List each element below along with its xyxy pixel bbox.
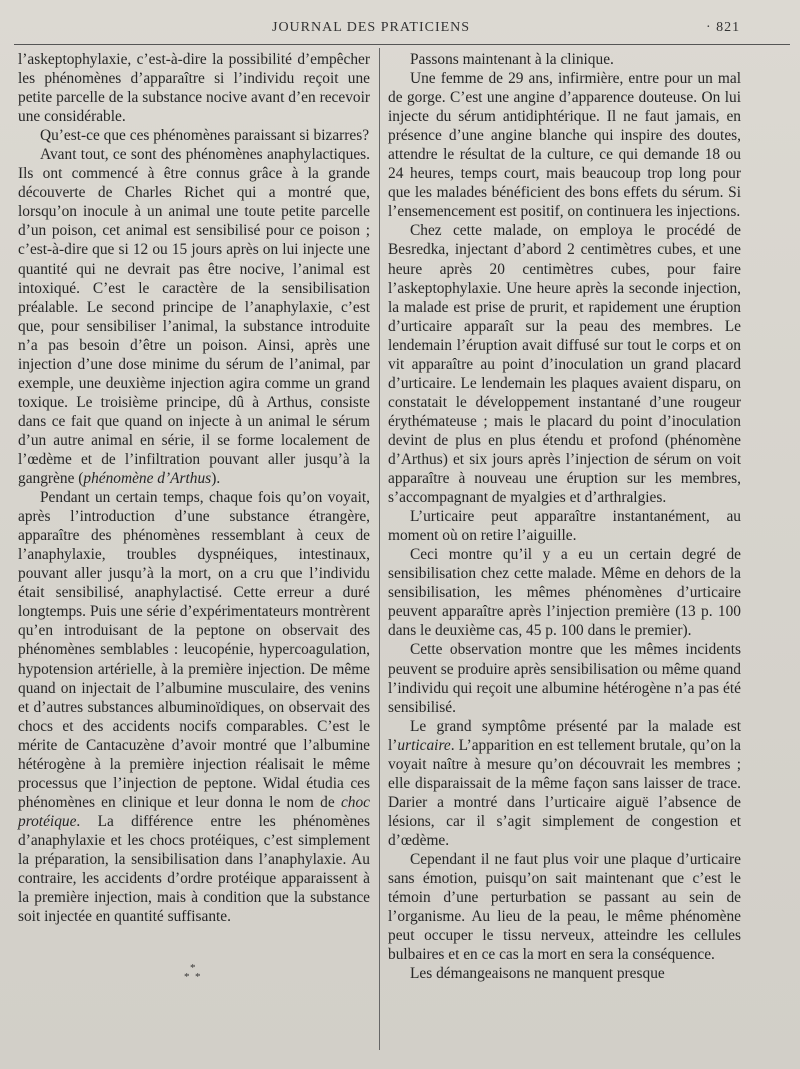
running-header xyxy=(0,18,800,42)
asterism-star: * xyxy=(184,971,190,983)
paragraph: Cette observation montre que les mêmes incidents peuvent se produire après sensibilisation ou même quand l’individu qui reçoit une albumine hétérogène n’a pas été sensibilisé. xyxy=(388,641,741,716)
header-rule xyxy=(14,44,790,45)
emphasis-text: urticaire xyxy=(397,736,451,754)
section-asterism xyxy=(183,962,205,986)
paragraph: l’askeptophylaxie, c’est-à-dire la possibilité d’empêcher les phénomènes d’apparaître si l’individu reçoit une petite parcelle de la substance nocive avant d’en recevoir une considérable. xyxy=(18,51,370,126)
paragraph-text: . L’apparition en est tellement brutale, qu’on la voyait naître à mesure qu’on découvrait les membres ; elle disparaissait de la même façon sans laisser de trace. Darier a montré dans l’urticaire aiguë l’absence de lésions, car il s’agit simplement de congestion et d’œdème. xyxy=(388,736,741,849)
paragraph-text: Pendant un certain temps, chaque fois qu’on voyait, après l’introduction d’une substance étrangère, apparaître des phénomènes ressemblant à ceux de l’anaphylaxie, troubles dyspnéiques, intestinaux, pouvant aller jusqu’à la mort, on a cru que l’individu était sensibilisé, anaphylactisé. Cette erreur a duré longtemps. Puis une série d’expérimentateurs montrèrent qu’en introduisant de la peptone on observait des phénomènes semblables : leucopénie, hypercoagulation, hypotension artérielle, à la première injection. De même quand on injectait de l’albumine musculaire, des venins et d’autres substances albuminoïdiques, on observait des chocs et des accidents nocifs comparables. C’est le mérite de Cantacuzène d’avoir montré que l’albumine hétérogène à la première injection réalisait le même processus que l’injection de peptone. Widal étudia ces phénomènes en clinique et leur donna le nom de xyxy=(18,489,370,811)
emphasis-text: phénomène d’Arthus xyxy=(83,470,212,488)
asterism-star: * xyxy=(190,962,196,974)
paragraph: Ceci montre qu’il y a eu un certain degré de sensibilisation chez cette malade. Même en dehors de la sensibilisation, les mêmes phénomènes d’urticaire peuvent apparaître après l’injection première (13 p. 100 dans le deuxième cas, 45 p. 100 dans le premier). xyxy=(388,546,741,640)
column-divider xyxy=(379,48,380,1050)
emphasis-text: choc protéique xyxy=(18,793,370,830)
paragraph xyxy=(18,145,370,488)
right-column xyxy=(388,50,741,983)
journal-title: JOURNAL DES PRATICIENS xyxy=(272,20,471,35)
page-number: · 821 xyxy=(706,20,741,35)
paragraph xyxy=(388,717,741,850)
paragraph: Chez cette malade, on employa le procédé de Besredka, injectant d’abord 2 centimètres cubes, et une heure après 20 centimètres cubes, pour faire l’askeptophylaxie. Une heure après la seconde injection, la malade est prise de prurit, et rapidement une éruption d’urticaire apparaît sur la peau des membres. Le lendemain l’éruption avait diffusé sur tout le corps et on vit apparaître au point d’inoculation un grand placard d’urticaire. Le lendemain les plaques avaient disparu, on constatait le développement instantané d’une rougeur érythémateuse ; mais le placard du point d’inoculation devint de plus en plus étendu et profond (phénomène d’Arthus) et six jours après l’injection de sérum on voit apparaître à nouveau une éruption sur les membres, s’accompagnant de myalgies et d’arthralgies. xyxy=(388,222,741,507)
paragraph-text: Le grand symptôme présenté par la malade est l’ xyxy=(388,717,741,754)
paragraph: Passons maintenant à la clinique. xyxy=(410,51,614,68)
paragraph-text: ). xyxy=(211,470,221,488)
left-column xyxy=(18,50,370,926)
paragraph-text: . La différence entre les phénomènes d’anaphylaxie et les chocs protéiques, c’est simplement la préparation, la sensibilisation dans l’anaphylaxie. Au contraire, les accidents d’ordre protéique apparaissent à la première injection, mais à condition que la substance soit injectée en quantité suffisante. xyxy=(18,812,370,926)
paragraph: Qu’est-ce que ces phénomènes paraissant si bizarres? xyxy=(40,127,370,145)
asterism-star: * xyxy=(195,971,201,983)
paragraph: Cependant il ne faut plus voir une plaque d’urticaire sans émotion, puisqu’on sait maintenant que c’est le témoin d’une perturbation se passant au sein de l’organisme. Au lieu de la peau, le même phénomène peut occuper le tissu nerveux, atteindre les cellules bulbaires et en ce cas la mort en sera la conséquence. xyxy=(388,850,741,964)
paragraph xyxy=(18,488,370,926)
paragraph: Les démangeaisons ne manquent presque xyxy=(410,965,665,983)
paragraph: Une femme de 29 ans, infirmière, entre pour un mal de gorge. C’est une angine d’apparence douteuse. On lui injecte du sérum antidiphtérique. Il ne faut jamais, en présence d’une angine blanche qui inspire des doutes, attendre le résultat de la culture, ce qui demande 18 ou 24 heures, temps court, mais beaucoup trop long pour que les malades bénéficient des bons effets du sérum. Si l’ensemencement est positif, on continuera les injections. xyxy=(388,70,741,221)
paragraph-text: Avant tout, ce sont des phénomènes anaphylactiques. Ils ont commencé à être connus grâce à la grande découverte de Charles Richet qui a montré que, lorsqu’on inocule à un animal une toute petite parcelle d’un poison, cet animal est sensibilisé pour ce poison ; c’est-à-dire que si 12 ou 15 jours après on lui injecte une quantité qui ne devrait pas être nocive, l’animal est intoxiqué. C’est le caractère de la sensibilisation préalable. Le second principe de l’anaphylaxie, c’est que, pour sensibiliser l’animal, la substance introduite n’a pas besoin d’être un poison. Ainsi, après une injection d’une dose minime du sérum de l’animal, par exemple, une deuxième injection agira comme un grand toxique. Le troisième principe, dû à Arthus, consiste dans ce fait que quand on injecte à un animal le sérum d’un autre animal en série, il se forme localement de l’œdème et de l’infiltration pouvant aller jusqu’à la gangrène ( xyxy=(18,146,370,488)
paragraph: L’urticaire peut apparaître instantanément, au moment où on retire l’aiguille. xyxy=(388,508,741,545)
